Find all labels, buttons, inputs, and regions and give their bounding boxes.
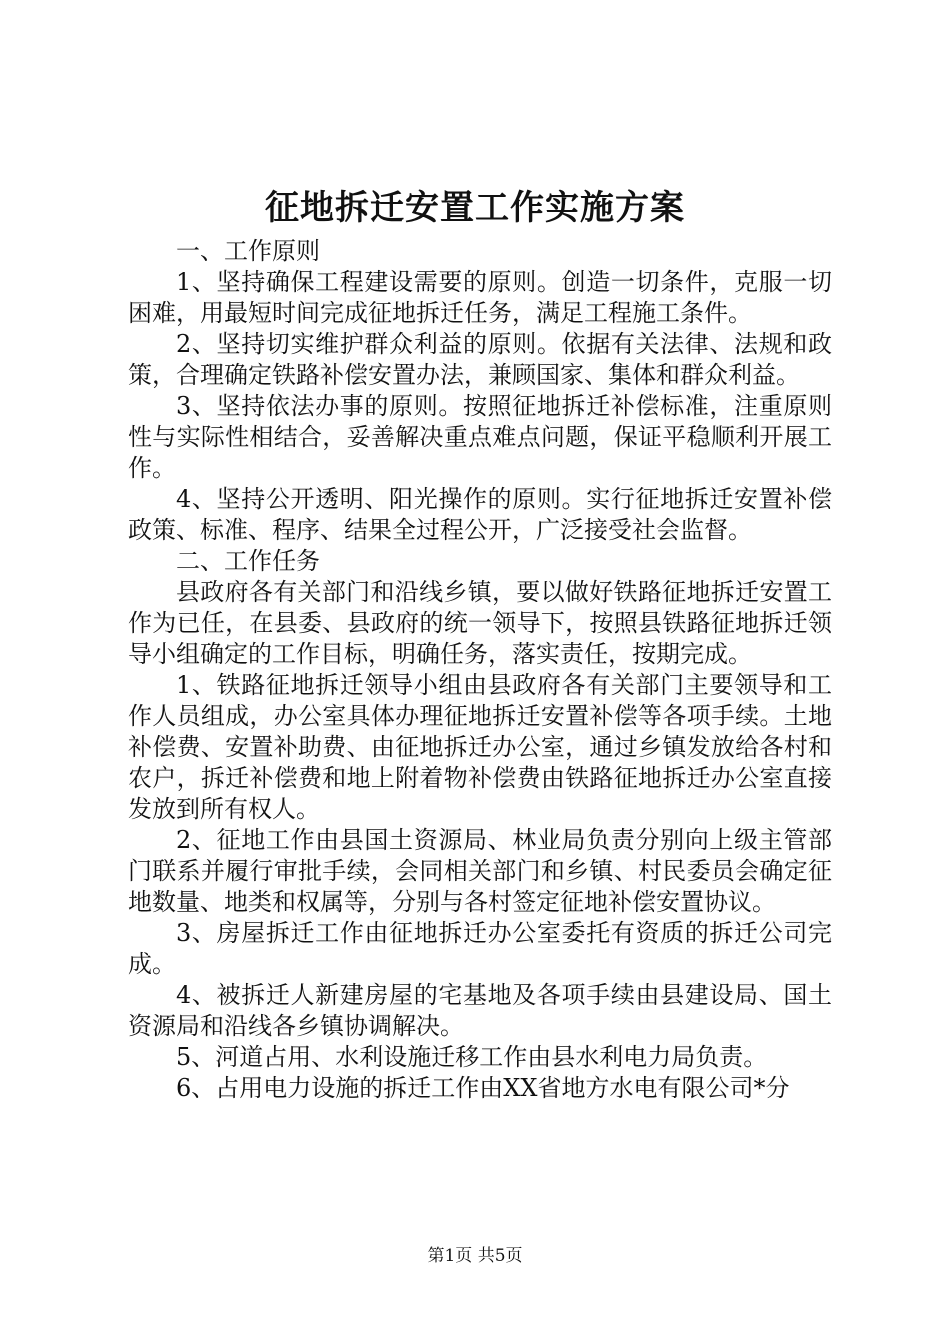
paragraph: 4、被拆迁人新建房屋的宅基地及各项手续由县建设局、国土资源局和沿线各乡镇协调解决。 [128, 981, 832, 1040]
paragraph: 2、坚持切实维护群众利益的原则。依据有关法律、法规和政策，合理确定铁路补偿安置办法，兼顾国家、集体和群众利益。 [128, 330, 832, 389]
paragraph: 县政府各有关部门和沿线乡镇，要以做好铁路征地拆迁安置工作为已任，在县委、县政府的统一领导下，按照县铁路征地拆迁领导小组确定的工作目标，明确任务，落实责任，按期完成。 [128, 578, 832, 668]
paragraph: 2、征地工作由县国土资源局、林业局负责分别向上级主管部门联系并履行审批手续，会同相关部门和乡镇、村民委员会确定征地数量、地类和权属等，分别与各村签定征地补偿安置协议。 [128, 826, 832, 916]
paragraph: 6、占用电力设施的拆迁工作由XX省地方水电有限公司*分 [176, 1074, 790, 1102]
document-body [128, 236, 832, 1104]
paragraph: 3、坚持依法办事的原则。按照征地拆迁补偿标准，注重原则性与实际性相结合，妥善解决重点难点问题，保证平稳顺利开展工作。 [128, 392, 832, 482]
paragraph: 1、铁路征地拆迁领导小组由县政府各有关部门主要领导和工作人员组成，办公室具体办理征地拆迁安置补偿等各项手续。土地补偿费、安置补助费、由征地拆迁办公室，通过乡镇发放给各村和农户，拆迁补偿费和地上附着物补偿费由铁路征地拆迁办公室直接发放到所有权人。 [128, 671, 832, 823]
document-title: 征地拆迁安置工作实施方案 [265, 188, 685, 228]
paragraph: 4、坚持公开透明、阳光操作的原则。实行征地拆迁安置补偿政策、标准、程序、结果全过程公开，广泛接受社会监督。 [128, 485, 832, 544]
page-footer: 第1页 共5页 [427, 1246, 523, 1266]
section-heading-principles: 一、工作原则 [176, 237, 320, 265]
paragraph: 3、房屋拆迁工作由征地拆迁办公室委托有资质的拆迁公司完成。 [128, 919, 832, 978]
paragraph: 1、坚持确保工程建设需要的原则。创造一切条件，克服一切困难，用最短时间完成征地拆迁任务，满足工程施工条件。 [128, 268, 832, 327]
section-heading-tasks: 二、工作任务 [176, 547, 320, 575]
paragraph: 5、河道占用、水利设施迁移工作由县水利电力局负责。 [176, 1043, 768, 1071]
